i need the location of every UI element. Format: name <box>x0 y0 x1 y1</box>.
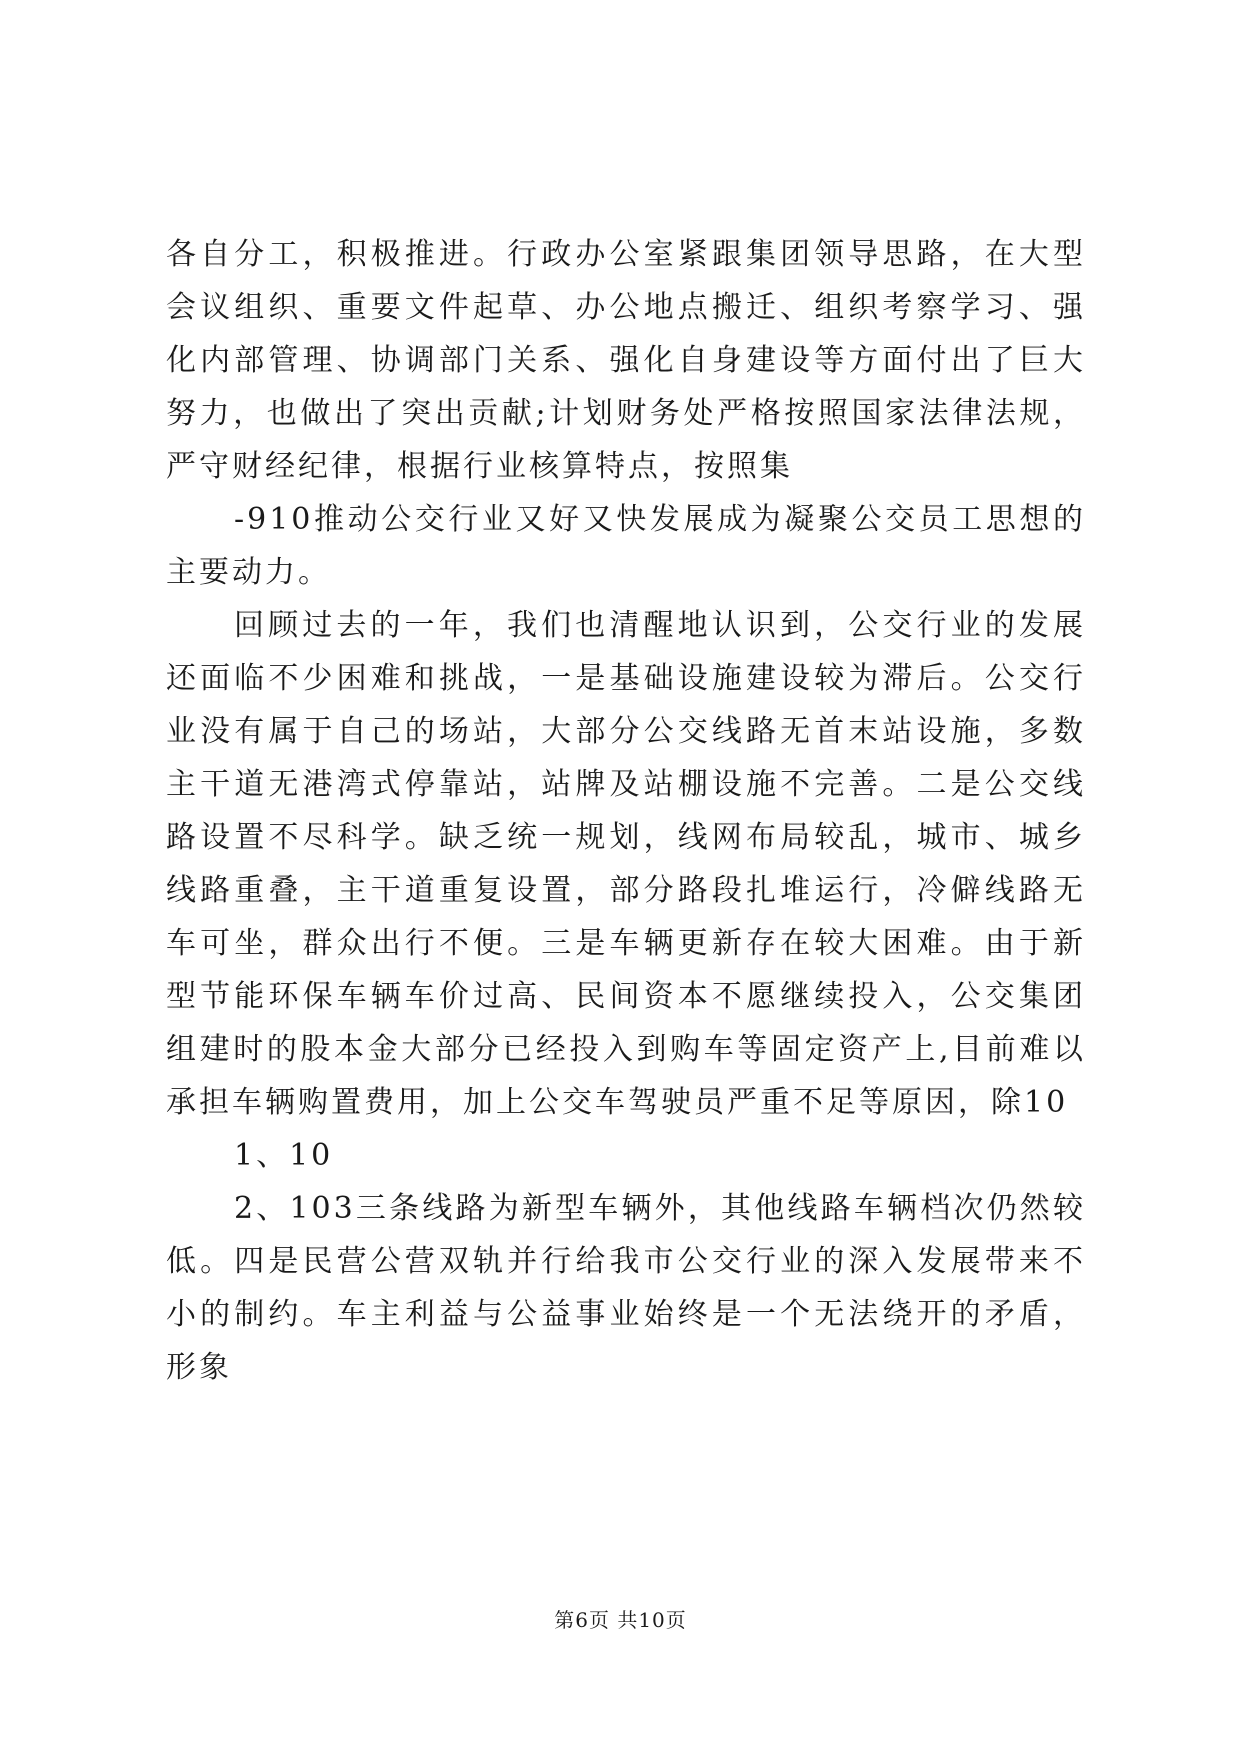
paragraph-3: 回顾过去的一年，我们也清醒地认识到，公交行业的发展还面临不少困难和挑战，一是基础设施建设较为滞后。公交行业没有属于自己的场站，大部分公交线路无首末站设施，多数主干道无港湾式停靠站，站牌及站棚设施不完善。二是公交线路设置不尽科学。缺乏统一规划，线网布局较乱，城市、城乡线路重叠，主干道重复设置，部分路段扎堆运行，冷僻线路无车可坐，群众出行不便。三是车辆更新存在较大困难。由于新型节能环保车辆车价过高、民间资本不愿继续投入，公交集团组建时的股本金大部分已经投入到购车等固定资产上,目前难以承担车辆购置费用，加上公交车驾驶员严重不足等原因，除10 <box>166 608 1086 1120</box>
paragraph-4: 1、10 <box>234 1138 334 1173</box>
paragraph-2: -910推动公交行业又好又快发展成为凝聚公交员工思想的主要动力。 <box>166 502 1086 590</box>
document-body <box>166 228 1086 1394</box>
page-number-footer: 第6页 共10页 <box>554 1608 687 1632</box>
paragraph-1: 各自分工，积极推进。行政办公室紧跟集团领导思路，在大型会议组织、重要文件起草、办公地点搬迁、组织考察学习、强化内部管理、协调部门关系、强化自身建设等方面付出了巨大努力，也做出了突出贡献;计划财务处严格按照国家法律法规，严守财经纪律，根据行业核算特点，按照集 <box>166 237 1086 484</box>
paragraph-5: 2、103三条线路为新型车辆外，其他线路车辆档次仍然较低。四是民营公营双轨并行给我市公交行业的深入发展带来不小的制约。车主利益与公益事业始终是一个无法绕开的矛盾，形象 <box>166 1191 1086 1385</box>
